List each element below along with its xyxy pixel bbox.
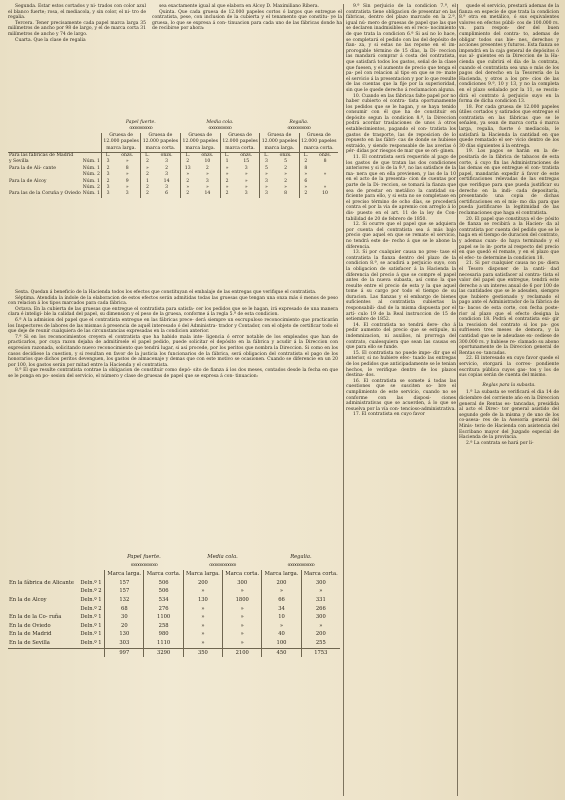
unit-cell: L. bbox=[299, 153, 312, 160]
row-sublabel: Deln.º 1 bbox=[80, 614, 102, 621]
paragraph: 7.ª Si en los reconocimientos creyera el contratista que ha habido mala inte- ligencia ó error notable de los empleados que han de practicarlos, por cuya razon dejaba de admitírsele el papel pedido, puede solicitar el depósito en la fábrica y acudir á la Direccion con expresion razonada, solicitando nuevo reconocimiento que tendrá lugar, si así procede, por los peritos que nombra la Direccion. Si como en los casos decidiese la cuestion, y si resultan en favor de la justicia los funcionarios de la fábrica, será obligacion del contratista el pago de los honorarios que dichos peritos devenguen, los gastos de almacenaje y demas que con este motivo se ocasionen. Cuando se diferencie en un 20 por 100, los gastos serán por mitad entre la Hacienda y el contratista. bbox=[8, 334, 338, 368]
row-label: En la de la Co- ruña bbox=[9, 614, 62, 621]
table-cell: » bbox=[223, 639, 262, 648]
paragraph: 12. Si ocurre que el papel que se adquiera por cuenta del contratista sea á más bajo precio que aquel en que se remate el servicio, no tendrá este de- recho á que se le abone la diferencia. bbox=[346, 222, 456, 250]
table-cell: 3 bbox=[101, 172, 114, 178]
table-cell: 2 bbox=[141, 185, 154, 191]
group-header: Regalia. bbox=[290, 554, 312, 560]
group-header: Regalia. bbox=[289, 120, 309, 125]
table-cell: 255 bbox=[301, 639, 340, 648]
unit-cell: onzs. bbox=[312, 153, 338, 160]
table-cell: 3 bbox=[165, 172, 169, 178]
table-cell: » bbox=[180, 172, 195, 178]
paragraph: 14. El contratista no tendrá dere- cho á pedir aumento del precio que se estipule, ni indemnizacion, ni auxilios, ni prorroga del contrato, cualesquiera que sean las causas en que para ello se funde. bbox=[346, 322, 456, 351]
table-cell: 20 bbox=[105, 622, 144, 631]
table-cell: » bbox=[244, 172, 248, 178]
table-cell: 6 bbox=[165, 191, 169, 197]
table-cell: 200 bbox=[262, 579, 301, 588]
row-sublabel: Deln.º 1 bbox=[80, 596, 102, 603]
table-cell: 2 bbox=[165, 165, 169, 171]
table-cell: » bbox=[141, 166, 154, 172]
row-label bbox=[8, 605, 79, 614]
table-cell: 132 bbox=[105, 596, 144, 605]
section-heading: Reglas para la subasta. bbox=[482, 382, 536, 388]
table-cell: 2 bbox=[180, 191, 195, 197]
table-cell: 506 bbox=[144, 587, 183, 596]
table-cell: 1110 bbox=[144, 639, 183, 648]
table-cell: 66 bbox=[262, 596, 301, 605]
table-cell: 2 bbox=[101, 166, 114, 172]
column-header: Gruesa de 12.000 papeles marca larga. bbox=[261, 132, 298, 151]
table-cell: 5 bbox=[260, 166, 273, 172]
table-cell: » bbox=[323, 172, 327, 178]
table-cell: » bbox=[183, 622, 222, 631]
table-cell: » bbox=[260, 185, 273, 191]
paragraph: 16. El contratista se somete á todas las cuestiones que se susciten so- bre el cumplimiento de este servicio, cuando no se conforme con las disposi- ciones administrativas que se acuerden, á lo que se resuelva por la vía con- tencioso-administrativa. bbox=[346, 378, 456, 412]
ornament: ꝏꝏꝏꝏꝏꝏꝏ bbox=[209, 562, 236, 568]
table-cell: 3 bbox=[165, 185, 169, 191]
row-sublabel: Núm. 2 bbox=[82, 185, 100, 191]
paragraph: Séptima. Atendida la índole de la elaboracion de estos efectos serán admitidas todas las gruesas que tengan una onza más ó menos de peso con relacion á los tipos marcados para cada fábrica. bbox=[8, 295, 338, 307]
table-cell: 2 bbox=[141, 191, 154, 197]
table-cell: 3 bbox=[101, 159, 114, 165]
total-cell: 2100 bbox=[223, 648, 262, 657]
table-row bbox=[8, 613, 340, 622]
column-header: Marca larga. bbox=[262, 570, 301, 579]
table-cell: 3 bbox=[260, 179, 273, 185]
unit-cell: L. bbox=[180, 153, 195, 160]
table-cell: » bbox=[301, 587, 340, 596]
table-cell: 130 bbox=[183, 596, 222, 605]
row-sublabel: Núm. 1 bbox=[82, 159, 100, 165]
table-cell: » bbox=[183, 605, 222, 614]
table-cell: » bbox=[220, 172, 233, 178]
row-sublabel: Núm. 1 bbox=[82, 191, 100, 197]
table-cell: 3 bbox=[165, 159, 169, 165]
middle-column bbox=[346, 4, 456, 418]
row-sublabel: Deln.º 1 bbox=[80, 622, 102, 629]
table-cell: 200 bbox=[183, 579, 222, 588]
group-header: Media cola. bbox=[206, 120, 234, 125]
paragraph: 17. El contratista en cuyo favor bbox=[353, 412, 425, 418]
unit-cell: L. bbox=[260, 153, 273, 160]
table-cell: » bbox=[180, 185, 195, 191]
paragraph: 18. Por cada gruesa de 12.000 papeles útiles cortados y satirados que entregue el contratista en las fábricas que se le señalen, ya sean de marca corta ó marca larga, regalia, fuerte ó mediacola, le satisfará la Hacienda la cantidad en que quede rematado el ser- vicio dentro de los 30 días siguientes á la entrega. bbox=[459, 104, 559, 149]
paragraph: Octava. En la cubierta de las gruesas que entregue el contratista para satisfa- cer los pedidos que se le hagan, irá expresado de una manera clara é inteligi- ble la calidad del papel, su dimension y el peso de la gruesa, conforme á la regla 5.ª de esta condicion. bbox=[8, 306, 338, 318]
table-cell: 14 bbox=[163, 178, 170, 184]
table-cell: 1800 bbox=[223, 596, 262, 605]
column-header: Gruesa de 12.000 papeles marca corta. bbox=[222, 132, 258, 151]
table-cell: 3 bbox=[125, 191, 129, 197]
row-label: y Sevilla bbox=[9, 159, 29, 165]
table-cell: » bbox=[260, 172, 273, 178]
table-cell: 3 bbox=[260, 191, 273, 197]
table-cell: 68 bbox=[105, 605, 144, 614]
table-cell: 534 bbox=[144, 596, 183, 605]
paragraph: quede el servicio, prestará ademas de la fianza en especie de que trata la condicion 8.ª otra en metálico, ó sus equivalentes valores en efectos públi- cos de 100.000 rs. vn. para respon- der del buen cumplimiento del contra- to, ademas de obligar todos sus bie- nes, derechos y acciones presentes y futuros. Esta fianza se impondrá en la caja general de depósitos ó sus al- guientes en la Direccion de la Ha- cienda que cubrirá el dia de la contrata, cuando el contratista sea una o más de los pagos del derecho en la Tesorería de la Hacienda, y otros a los pre- cios de las condiciones 9.ª, 10 y 13, y no la completa en el plazo señalado por la 11, se rescin- dirá el contrato á perjuicio suyo en la forma de dicha condicion 13. bbox=[459, 4, 559, 105]
table-cell: 2 bbox=[180, 179, 195, 185]
table-row bbox=[8, 630, 340, 639]
right-top-column bbox=[152, 4, 342, 32]
table-cell: 100 bbox=[262, 639, 301, 648]
table-cell: 2 bbox=[284, 178, 288, 184]
table-row bbox=[8, 587, 340, 596]
row-sublabel: Deln.º 2 bbox=[80, 588, 102, 595]
table-cell: 34 bbox=[262, 605, 301, 614]
table-cell: 10 bbox=[204, 159, 211, 165]
table-cell: 200 bbox=[301, 630, 340, 639]
table-cell: 10 bbox=[262, 613, 301, 622]
deposit-table-body bbox=[8, 579, 340, 648]
table-cell: » bbox=[323, 185, 327, 191]
unit-cell: onzs. bbox=[273, 153, 299, 160]
paragraph: sea exactamente igual al que elabora en Alcoy D. Maximiliano Ribera. bbox=[159, 4, 319, 9]
table-cell: 3 bbox=[101, 191, 114, 197]
table-cell: » bbox=[205, 172, 209, 178]
ornament: ꝏꝏꝏꝏꝏꝏꝏ bbox=[287, 562, 315, 568]
table-cell: 980 bbox=[144, 630, 183, 639]
row-sublabel: Deln.º 2 bbox=[80, 605, 102, 612]
paragraph: Segunda. Estar estos cortados y ni- trados con color azul el blanco fuerte; rosa, el mediacola, y sin color, el ni- tro de regalia. bbox=[8, 4, 146, 21]
paragraph: 11. El contratista será requerido al pago de los gastos de que tratan las dos condiciones anteriores y si lo de la 9.ª, no las satisface de la ma- nera que en ella previenen, y las de la 10 en el acto de la presenta- cion de cuentas por parte de la Di- reccion, se tomará la fianza que sea de prestar en metálico la cantidad su- ficiente para ello, y si esta no se completase en el preciso término de ocho días, se procederá contra el por la via de apremio con arreglo á lo dis- puesto en el art. 11 de la ley de Con- tabilidad de 20 de febrero de 1850. bbox=[346, 155, 456, 222]
table-cell: 130 bbox=[105, 630, 144, 639]
unit-cell: onzs. bbox=[195, 153, 221, 160]
row-label: En la de Oviedo bbox=[9, 622, 51, 629]
table-row bbox=[8, 605, 340, 614]
paragraph: 6.ª A la admision del papel que el contratista entregue en las fábricas prece- derá siempre un escrupuloso reconocimiento que practicarán los Inspectores de labores de las mismas á presencia de aquél interesado ó del Administra- trador y Contador, con el objeto de certificar todo el que deje de reunir cualquiera de las circunstancias expresadas en la condicion anterior. bbox=[8, 317, 338, 335]
column-header: Marca corta. bbox=[144, 570, 183, 579]
paragraph: Quinta. Que cada gruesa de 12.000 papeles cortos ó largos que entregue el contratista, pese, con inclusion de la cubierta y el tenamento que constitu- ye la gruesa, lo que se expresa á con- tinuacion para cada uno de las fábricas donde ha de recibirse por ahora: bbox=[152, 9, 342, 32]
table-cell: 9 bbox=[125, 178, 129, 184]
table-cell: 10 bbox=[322, 191, 328, 197]
table-cell: 14 bbox=[204, 191, 211, 197]
row-sublabel: Núm. 1 bbox=[82, 165, 100, 171]
row-sublabel: Deln.º 1 bbox=[80, 639, 102, 646]
ornament: ꝏꝏꝏꝏꝏꝏ bbox=[129, 126, 153, 132]
table-cell: 3 bbox=[244, 191, 248, 197]
table-cell: 3 bbox=[101, 185, 114, 191]
table-cell: » bbox=[284, 172, 287, 178]
table-cell: 2 bbox=[220, 179, 233, 185]
table-cell: 3 bbox=[260, 159, 273, 165]
table-cell: » bbox=[244, 178, 248, 184]
table-cell: » bbox=[223, 587, 262, 596]
paragraph: 15. El contratista no puede impe- dir que el anterior, si no hubiere efec- tuado las entregas de los pedidos que anticipadamente se le tenian hechos, le verifique dentro de los plazos destina- dos. bbox=[346, 350, 456, 379]
group-header: Papel fuerte. bbox=[127, 554, 161, 560]
paragraph: Sexta. Quedan á beneficio de la Hacienda todos los efectos que constituyan el embalaje de las entregas que verifique el contratista. bbox=[15, 290, 317, 295]
table-cell: » bbox=[220, 185, 233, 191]
table-cell: 15 bbox=[243, 159, 250, 165]
column-header: Marca corta. bbox=[301, 570, 340, 579]
table-cell: 8 bbox=[323, 159, 327, 165]
row-label: Para la de Alcoy bbox=[9, 178, 47, 184]
table-cell: 3 bbox=[205, 178, 209, 184]
table-cell: » bbox=[205, 185, 209, 191]
ornament: ꝏꝏꝏꝏꝏꝏ bbox=[208, 126, 232, 132]
table-cell: 2 bbox=[141, 172, 154, 178]
table-cell: 2 bbox=[299, 159, 312, 165]
row-sublabel: Núm. 2 bbox=[82, 172, 100, 178]
table-row bbox=[8, 622, 340, 631]
row-sublabel: Deln.º 1 bbox=[80, 579, 102, 586]
column-divider bbox=[457, 4, 458, 796]
table-cell: 2 bbox=[220, 191, 233, 197]
conditions-text bbox=[8, 290, 338, 380]
table-cell: » bbox=[223, 605, 262, 614]
table-cell: » bbox=[183, 587, 222, 596]
table-cell: » bbox=[223, 630, 262, 639]
row-label: En la de Sevilla bbox=[9, 639, 50, 646]
row-sublabel: Núm. 1 bbox=[82, 178, 100, 184]
paragraph: 9.ª Sin perjuicio de la condicion 7.ª, el contratista tiene obligacion de presentar en las fábricas, dentro del plazo marcado en la 2.ª, igual nú- mero de gruesas de papel que las que se declaren inadmisibles en el reco- nocimiento de que trata la condicion 6.ª Si así no lo hace, se completará el pedido con las del depósito de fian- za, y si estas no las repone en el im- prorogable término de 15 días, la Di- reccion las mandará comprar á costa del contratista, que satisfará todos los gastos, señal de la clase que fuesen, y el aumento de precio que tenga el pa- pel con relacion al tipo en que se re- mate el servicio á la presentacion y por lo que resulte de las cuentas que la fije por la superioridad, sin que le quede derecho á reclamacion alguna. bbox=[346, 4, 456, 93]
unit-cell: onzs. bbox=[114, 153, 140, 160]
row-sublabel: Deln.º 1 bbox=[80, 631, 102, 638]
total-cell: 350 bbox=[183, 648, 222, 657]
paragraph: 22. El interesado en cuyo favor quede el servicio, otorgará la corres- pondiente escritura pública cuyos gas- tos y los de sus copias serán de cuenta del mismo. bbox=[459, 356, 559, 379]
paragraph: 8.ª El que resulte contratista contrae la obligacion de constituir como depó- sito de fianza á los dos meses, contados desde la fecha en que se le ponga en po- sesion del servicio, el número y clase de gruesas de papel que se expresa á con- tinuacion: bbox=[8, 368, 338, 379]
column-header: Gruesa de 12.000 papeles marca corta. bbox=[142, 132, 179, 151]
table-cell: 1 bbox=[220, 159, 233, 165]
deposit-table bbox=[8, 553, 340, 657]
table-cell: 1100 bbox=[144, 613, 183, 622]
table-cell: 157 bbox=[105, 587, 144, 596]
table-cell: 3 bbox=[244, 165, 248, 171]
table-cell: 2 bbox=[299, 191, 312, 197]
unit-cell: L. bbox=[101, 153, 114, 160]
total-cell: 1753 bbox=[301, 648, 340, 657]
total-cell: 997 bbox=[105, 648, 144, 657]
row-label: En la fábrica de Alicante bbox=[9, 579, 74, 586]
paragraph: 10. Cuando en las fábricas falte papel por no haber cubierto el contra- tista oportunamente los pedidos que se le hagan, y se haya tenido consumir con él que ha de constituir en depósito segun la condicion 8.ª, la Direccion podrá acordar traslaciones de unos á otros establecimientos, pagando el con- tratista los gastos de trasporte, las de reposicion de lo repuesto en las fábri- cas de donde se hubiese extraido, y siendo responsable de las averías ó pér- didas por riesgos de mar que se ori- ginen. bbox=[346, 93, 456, 155]
ornament: ꝏꝏꝏꝏꝏꝏꝏ bbox=[130, 562, 158, 568]
table-cell: » bbox=[284, 185, 287, 191]
table-cell: » bbox=[125, 172, 129, 178]
table-cell: 276 bbox=[144, 605, 183, 614]
row-label: En la de Alcoy bbox=[9, 596, 47, 603]
table-row bbox=[8, 191, 338, 197]
table-row bbox=[8, 579, 340, 588]
left-top-column bbox=[8, 4, 146, 43]
table-cell: 8 bbox=[284, 191, 288, 197]
column-header: Marca larga. bbox=[105, 570, 144, 579]
table-cell: 506 bbox=[144, 579, 183, 588]
table-cell: 258 bbox=[144, 622, 183, 631]
table-cell: 266 bbox=[301, 605, 340, 614]
table-cell: 2 bbox=[205, 165, 209, 171]
table-cell: » bbox=[220, 166, 233, 172]
table-cell: » bbox=[125, 185, 129, 191]
column-header: Marca corta. bbox=[223, 570, 262, 579]
group-header: Media cola. bbox=[207, 554, 238, 560]
table-cell: » bbox=[183, 630, 222, 639]
table-cell: 2 bbox=[180, 159, 195, 165]
total-cell: 3290 bbox=[144, 648, 183, 657]
table-cell: » bbox=[262, 622, 301, 631]
row-label: En la de Madrid bbox=[9, 631, 52, 638]
table-cell: 303 bbox=[105, 639, 144, 648]
table-cell: 2 bbox=[101, 179, 114, 185]
unit-cell: L. bbox=[141, 153, 154, 160]
table-cell: » bbox=[183, 613, 222, 622]
row-label: Para la de Ali- cante bbox=[9, 165, 56, 171]
weight-table-body bbox=[8, 159, 338, 197]
column-header: Gruesa de 12.000 papeles marca larga. bbox=[103, 132, 139, 151]
table-cell: » bbox=[301, 622, 340, 631]
table-cell: 157 bbox=[105, 579, 144, 588]
unit-cell: L. bbox=[220, 153, 233, 160]
table-cell: » bbox=[244, 185, 248, 191]
table-cell: » bbox=[125, 159, 129, 165]
table-cell: 13 bbox=[180, 166, 195, 172]
unit-cell: onzs. bbox=[233, 153, 259, 160]
column-header: Marca larga. bbox=[183, 570, 222, 579]
column-header: Gruesa de 12.000 papeles marca larga. bbox=[180, 133, 220, 153]
group-header: Papel fuerte. bbox=[125, 120, 156, 125]
table-cell: 300 bbox=[301, 613, 340, 622]
table-cell: 331 bbox=[301, 596, 340, 605]
table-cell: 6 bbox=[299, 179, 312, 185]
table-cell: 300 bbox=[301, 579, 340, 588]
table-cell: » bbox=[299, 185, 312, 191]
table-cell: 5 bbox=[284, 159, 288, 165]
column-divider bbox=[343, 4, 344, 796]
paragraph: 2.ª La contrata se hará por li- bbox=[466, 440, 534, 446]
table-cell: 8 bbox=[125, 165, 129, 171]
paragraph: Cuarta. Que la clase de regalia bbox=[15, 37, 86, 43]
paragraph: Tercera. Tener precisamente cada papel marca larga 35 milímetros de ancho por 98 de largo, y el de marca corta 31 milímetros de ancho y 74 de largo. bbox=[8, 20, 146, 37]
paragraph: 20. El papel que constituya el de- pósito de fianza se recibirá a la Hacien- da al contratista por cuenta del pedido que se le haga en el tiempo de duracion del contrato, y ademas cuan- do haya terminado y el papel se lo in- porte al respecto del precio en que quedó el remate, y en el plazo que el efec- to determine la condicion 18. bbox=[459, 216, 560, 261]
paragraph: 21. Si por cualquier causa no pu- diera el Tesoro disponer de la canti- dad necesaria para satisfacer al contra- tista el valor del papel que entregue, tendrá este derecho a un interes anual de 6 por 100 de las cantidades que se le adeuden, siempre que hubiere gestionado y reclamado el pago ante el Administrador de la fábrica de ta- bacos de esta corte, con fecha poste- rior al plazo que el efecto designa la condicion 18. Podrá el contratista exi- gir la rescision del contrato si los pa- gos sufriesen tres meses de demora, y la cantidad que se le adeudase ex- cediese de 300.000 rs. y hubiese re- clamado su abono oportunamente de la Direccion general de Rentas es- tancadas. bbox=[459, 261, 559, 356]
table-cell: 2 bbox=[141, 159, 154, 165]
weight-table bbox=[8, 120, 338, 198]
paragraph: 13. Si por cualquier causa no pres- tase el contratista la fianza dentro del plazo de la condicion 8.ª, se acudirá a perjuicio suyo, con la obligacion de satisfacer á la Hacienda la diferencia del precio á que se compre el papel antes de la nueva subasta, así como la que resulte entre el precio de esta y la que aquel tome á su cargo por todo el tiempo de su duracion. Las fianzas y el embargo de bienes suficientes al contratista cubiertas la responsabili- dad de la misma dispuesta por el artí- culo 19 de la Real instruccion de 15 de setiembre de 1852. bbox=[346, 250, 456, 323]
ornament: ꝏꝏꝏꝏꝏꝏ bbox=[287, 126, 311, 132]
paragraph: 19. Los pagos se harán en la de- positaría de la fábrica de tabacos de esta corte, á cuyo fin las Administraciones de las demas en que entregue el con- tratista papel, mandarán expedir á favor de este certificaciones relevadas de las entregas que verifique para que pueda justificar su derecho en la indi- cada depositaría, presentando una copia de dichas certificaciones en el mis- mo dia para que pueda justificarse la legitimidad de las reclamaciones que haga el contratista. bbox=[459, 149, 559, 216]
table-cell: » bbox=[223, 622, 262, 631]
row-label: Para las fábricas de Madrid bbox=[8, 153, 82, 160]
table-cell: » bbox=[223, 613, 262, 622]
table-row bbox=[8, 639, 340, 648]
table-cell: » bbox=[262, 587, 301, 596]
table-cell: » bbox=[299, 172, 312, 178]
right-column bbox=[459, 4, 559, 446]
table-cell: 8 bbox=[299, 166, 312, 172]
table-cell: 300 bbox=[223, 579, 262, 588]
row-label bbox=[8, 587, 79, 596]
total-cell: 450 bbox=[262, 648, 301, 657]
column-header: Gruesa de 12.000 papeles marca corta. bbox=[301, 132, 337, 151]
unit-cell: onzs. bbox=[154, 153, 180, 160]
table-cell: 40 bbox=[262, 630, 301, 639]
table-cell: » bbox=[183, 639, 222, 648]
paragraph: 1.ª La subasta se verificará el dia 14 de diciembre del corriente año en la Direccion general de Rentas es- tancadas, presidida al acto el Direc- tor general asistido del segundo gefe de la misma y de uno de los co-asesa- res de la Asesoría general del Minis- terio de Hacienda con asistencia del Escribano mayor del Juzgado especial de Hacienda de la provincia. bbox=[459, 390, 559, 441]
table-row bbox=[8, 596, 340, 605]
table-cell: 30 bbox=[105, 613, 144, 622]
table-cell: 1 bbox=[141, 179, 154, 185]
row-label: Para las de la Coruña y Oviedo bbox=[9, 191, 81, 197]
table-cell: 2 bbox=[284, 165, 288, 171]
